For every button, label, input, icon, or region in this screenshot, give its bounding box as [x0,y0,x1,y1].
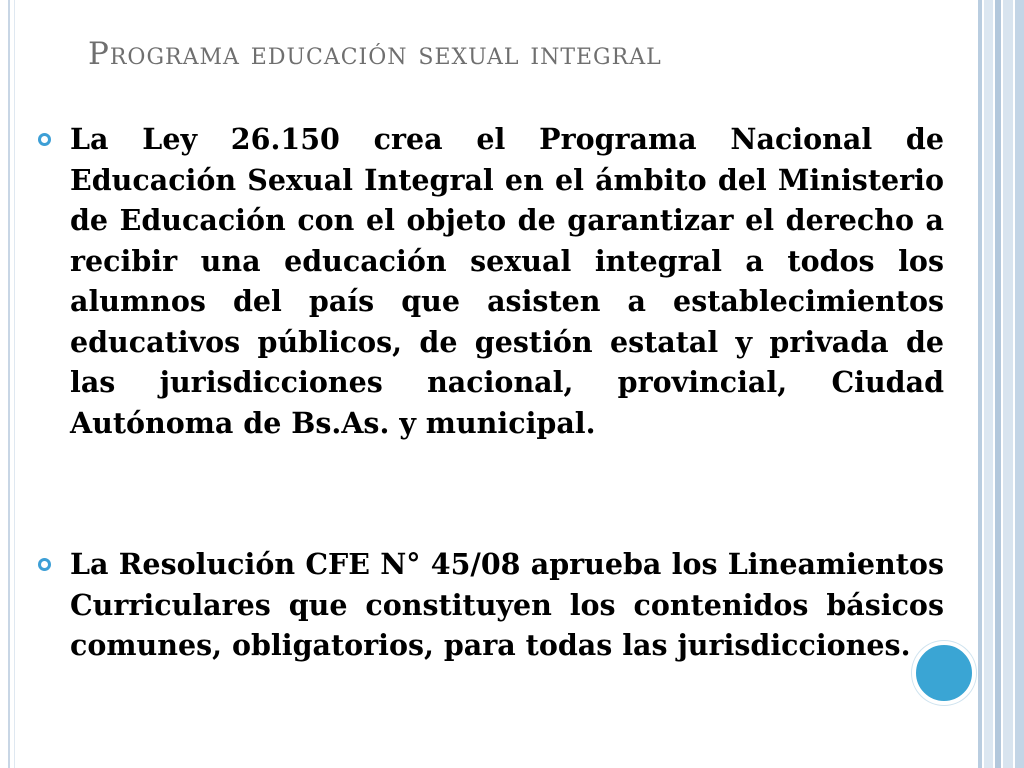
bullet-ring-icon [38,133,51,146]
bullet-paragraph-resolucion: La Resolución CFE N° 45/08 aprueba los Lineamientos Curriculares que constituyen los contenidos básicos comunes, obligatorios, para todas las jurisdicciones. [70,547,944,662]
slide-title: Programa educación sexual integral [88,36,662,72]
left-border-line-inner [14,0,15,768]
bullet-ring-icon [38,558,51,571]
left-border-line [8,0,10,768]
right-stripe [1015,0,1024,768]
right-stripe [1003,0,1013,768]
right-stripe [984,0,993,768]
bullet-paragraph-ley: La Ley 26.150 crea el Programa Nacional de Educación Sexual Integral en el ámbito del Ministerio de Educación con el objeto de garantizar el derecho a recibir una educación sexual integral a todos los alumnos del país que asisten a establecimientos educativos públicos, de gestión estatal y privada de las jurisdicciones nacional, provincial, Ciudad Autónoma de Bs.As. y municipal. [70,122,944,440]
circle-decoration [912,641,976,705]
right-stripe [978,0,982,768]
right-stripe [995,0,1001,768]
